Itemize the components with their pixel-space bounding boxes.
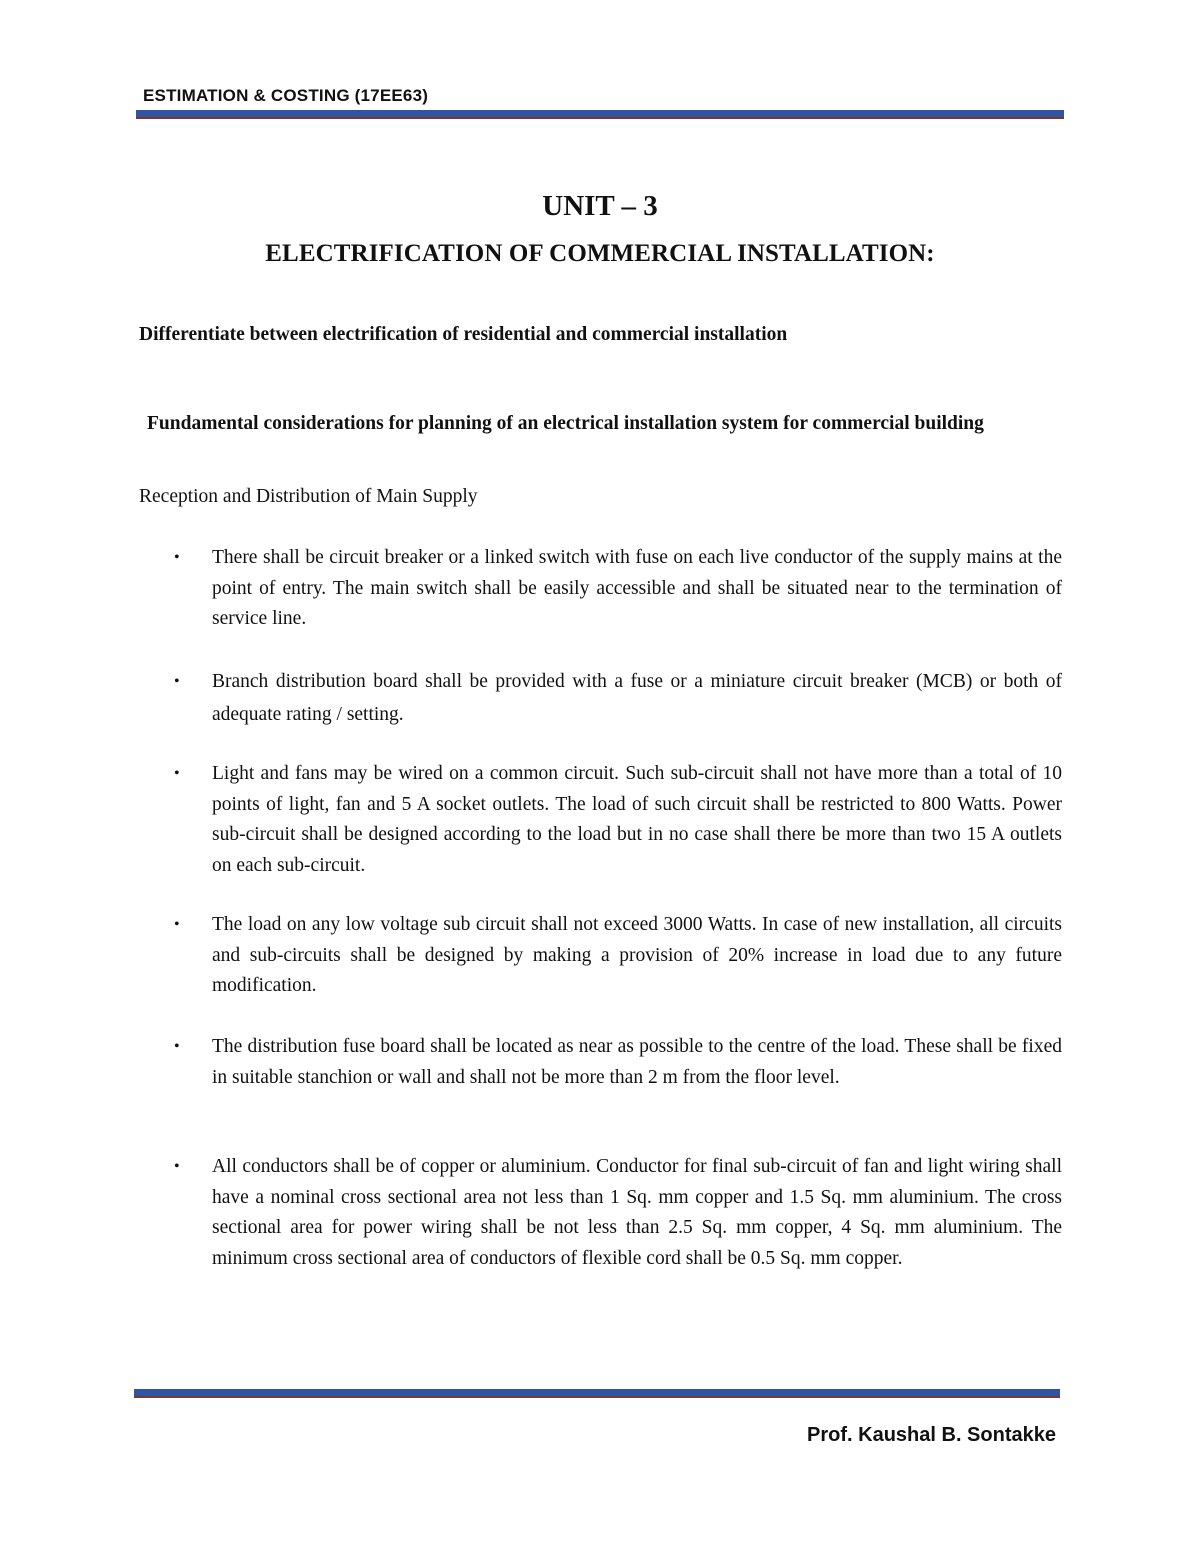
section-heading-fundamental-considerations: Fundamental considerations for planning of an electrical installation system for commercial building [147,413,984,434]
footer-rule [134,1389,1060,1398]
bullet-item: • The distribution fuse board shall be located as near as possible to the centre of the load. These shall be fixed in suitable stanchion or wall and shall not be more than 2 m from the floor level. [212,1032,1062,1093]
bullet-item: • Light and fans may be wired on a common circuit. Such sub-circuit shall not have more than a total of 10 points of light, fan and 5 A socket outlets. The load of such circuit shall be restricted to 800 Watts. Power sub-circuit shall be designed according to the load but in no case shall there be more than two 15 A outlets on each sub-circuit. [212,759,1062,881]
bullet-item: • Branch distribution board shall be provided with a fuse or a miniature circuit breaker (MCB) or both of adequate rating / setting. [212,665,1062,731]
bullet-item: • All conductors shall be of copper or aluminium. Conductor for final sub-circuit of fan and light wiring shall have a nominal cross sectional area not less than 1 Sq. mm copper and 1.5 Sq. mm aluminium. The cross sectional area for power wiring shall be not less than 2.5 Sq. mm copper, 4 Sq. mm aluminium. The minimum cross sectional area of conductors of flexible cord shall be 0.5 Sq. mm copper. [212,1152,1062,1274]
subheading-reception-distribution: Reception and Distribution of Main Supply [139,486,478,507]
bullet-item: • There shall be circuit breaker or a linked switch with fuse on each live conductor of the supply mains at the point of entry. The main switch shall be easily accessible and shall be situated near to the termination of service line. [212,543,1062,635]
section-heading-differentiate: Differentiate between electrification of residential and commercial installation [139,324,788,345]
page-title: ELECTRIFICATION OF COMMERCIAL INSTALLATION: [265,240,935,267]
header-course-title: ESTIMATION & COSTING (17EE63) [143,86,429,105]
footer-author: Prof. Kaushal B. Sontakke [807,1424,1056,1446]
bullet-item: • The load on any low voltage sub circuit shall not exceed 3000 Watts. In case of new installation, all circuits and sub-circuits shall be designed by making a provision of 20% increase in load due to any future modification. [212,910,1062,1002]
unit-title: UNIT – 3 [542,190,658,222]
header-rule [136,110,1064,119]
